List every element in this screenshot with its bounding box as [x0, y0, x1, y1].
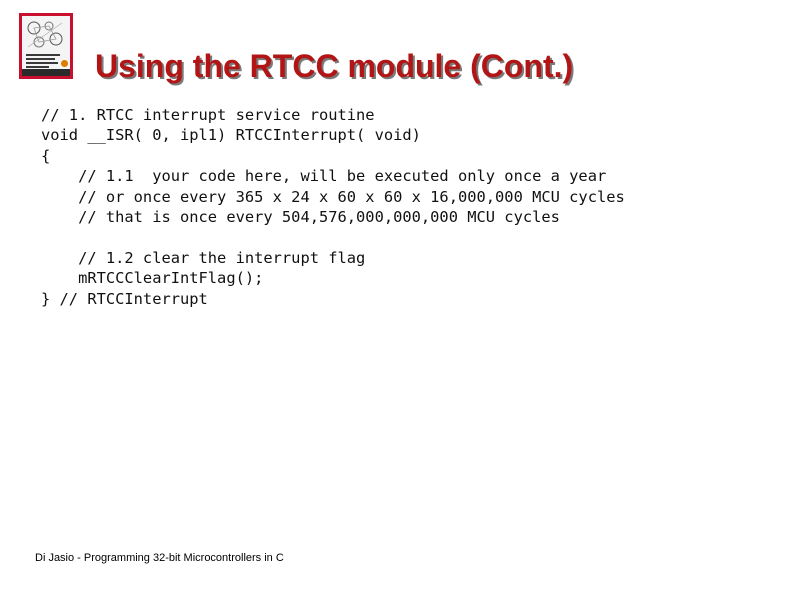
code-line: void __ISR( 0, ipl1) RTCCInterrupt( void) — [41, 126, 421, 145]
code-line: } // RTCCInterrupt — [41, 289, 208, 308]
slide-title: Using the RTCC module (Cont.) — [95, 48, 574, 84]
code-line: // or once every 365 x 24 x 60 x 60 x 16,000,000 MCU cycles — [41, 187, 625, 206]
book-cover-art-icon — [25, 19, 65, 51]
book-cover-footer-band — [22, 69, 70, 76]
slide-footer: Di Jasio - Programming 32-bit Microcontrollers in C — [35, 552, 284, 564]
code-line: mRTCCClearIntFlag(); — [41, 269, 264, 288]
book-cover-text-lines — [26, 54, 64, 70]
code-line-blank — [41, 227, 625, 247]
code-line: // 1. RTCC interrupt service routine — [41, 106, 375, 124]
code-line: { — [41, 146, 51, 165]
book-publisher-badge-icon — [61, 60, 68, 67]
book-cover-thumbnail — [19, 13, 73, 79]
code-line: // 1.2 clear the interrupt flag — [41, 248, 366, 267]
code-listing — [41, 105, 625, 309]
code-line: // 1.1 your code here, will be executed only once a year — [41, 167, 607, 186]
book-cover-inner — [22, 16, 70, 76]
code-line: // that is once every 504,576,000,000,000 MCU cycles — [41, 207, 560, 226]
